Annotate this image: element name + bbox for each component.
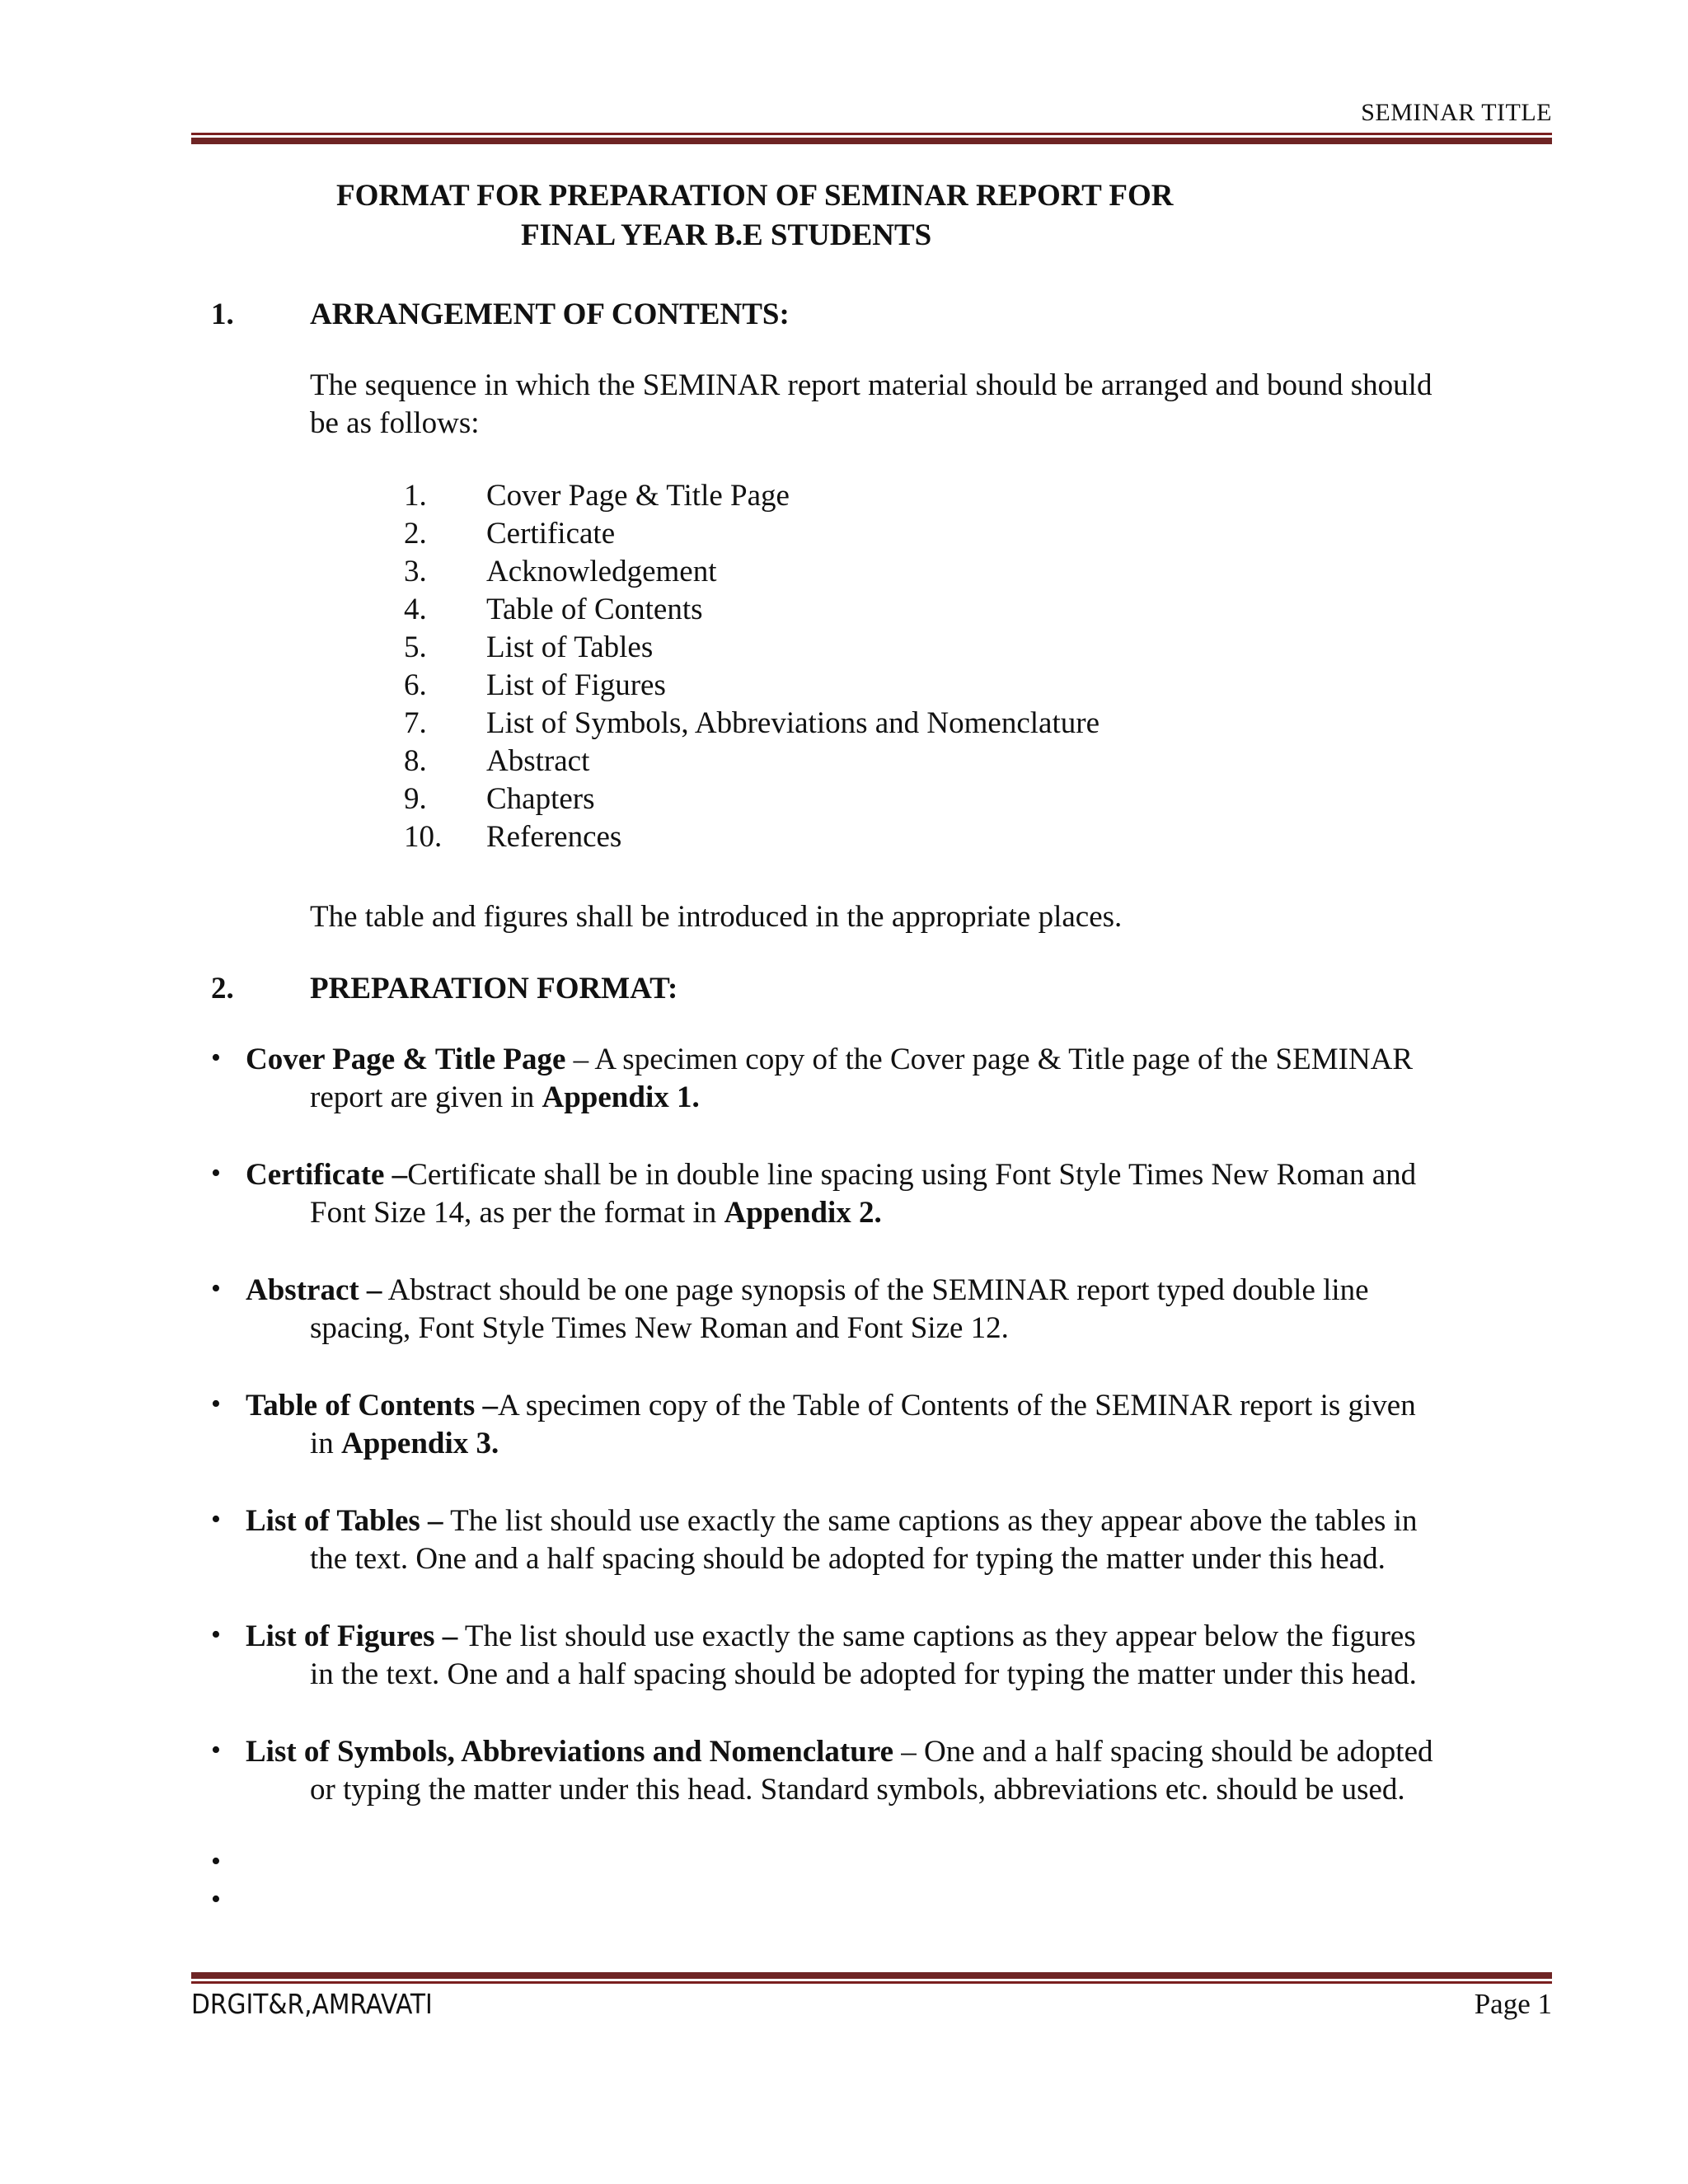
doc-title-line1: FORMAT FOR PREPARATION OF SEMINAR REPORT FOR <box>336 179 1174 213</box>
bullet-icon: • <box>211 1158 221 1188</box>
bullet-icon: • <box>211 1504 221 1535</box>
empty-bullet-icon: • <box>211 1846 221 1877</box>
footer-rule <box>191 1972 1552 1984</box>
bullet-table-of-contents: Table of Contents –A specimen copy of the Table of Contents of the SEMINAR report is given in Appendix 3. <box>246 1389 1416 1460</box>
bullet-icon: • <box>211 1389 221 1419</box>
section1-intro-line2: be as follows: <box>310 406 480 440</box>
header-rule <box>191 133 1552 144</box>
bullet-abstract: Abstract – Abstract should be one page synopsis of the SEMINAR report typed double line spacing, Font Style Times New Roman and Font Size 12. <box>246 1273 1369 1345</box>
bullet-certificate: Certificate –Certificate shall be in double line spacing using Font Style Times New Roman and Font Size 14, as per the format in Appendix 2. <box>246 1158 1417 1230</box>
section1-heading: ARRANGEMENT OF CONTENTS: <box>310 298 790 331</box>
section2-heading: PREPARATION FORMAT: <box>310 972 678 1005</box>
footer-institute: DRGIT&R,AMRAVATI <box>191 1988 433 2020</box>
section2-number: 2. <box>211 972 234 1005</box>
bullet-list-of-symbols: List of Symbols, Abbreviations and Nomenclature – One and a half spacing should be adopted or typing the matter under this head. Standard symbols, abbreviations etc. should be used. <box>246 1735 1433 1807</box>
section1-closing: The table and figures shall be introduced in the appropriate places. <box>310 900 1123 934</box>
empty-bullet-icon: • <box>211 1884 221 1915</box>
running-header: SEMINAR TITLE <box>1361 99 1552 126</box>
bullet-list-of-tables: List of Tables – The list should use exactly the same captions as they appear above the tables in the text. One and a half spacing should be adopted for typing the matter under this head. <box>246 1504 1418 1576</box>
bullet-list-of-figures: List of Figures – The list should use exactly the same captions as they appear below the figures in the text. One and a half spacing should be adopted for typing the matter under this head. <box>246 1619 1417 1691</box>
bullet-cover-page: Cover Page & Title Page – A specimen copy of the Cover page & Title page of the SEMINAR report are given in Appendix 1. <box>246 1043 1414 1114</box>
section1-number: 1. <box>211 298 234 331</box>
bullet-icon: • <box>211 1043 221 1073</box>
doc-title-line2: FINAL YEAR B.E STUDENTS <box>521 218 932 252</box>
bullet-icon: • <box>211 1619 221 1650</box>
section1-intro-line1: The sequence in which the SEMINAR report material should be arranged and bound should <box>310 368 1432 402</box>
page-number: Page 1 <box>1474 1988 1552 2020</box>
bullet-icon: • <box>211 1735 221 1765</box>
bullet-icon: • <box>211 1273 221 1304</box>
